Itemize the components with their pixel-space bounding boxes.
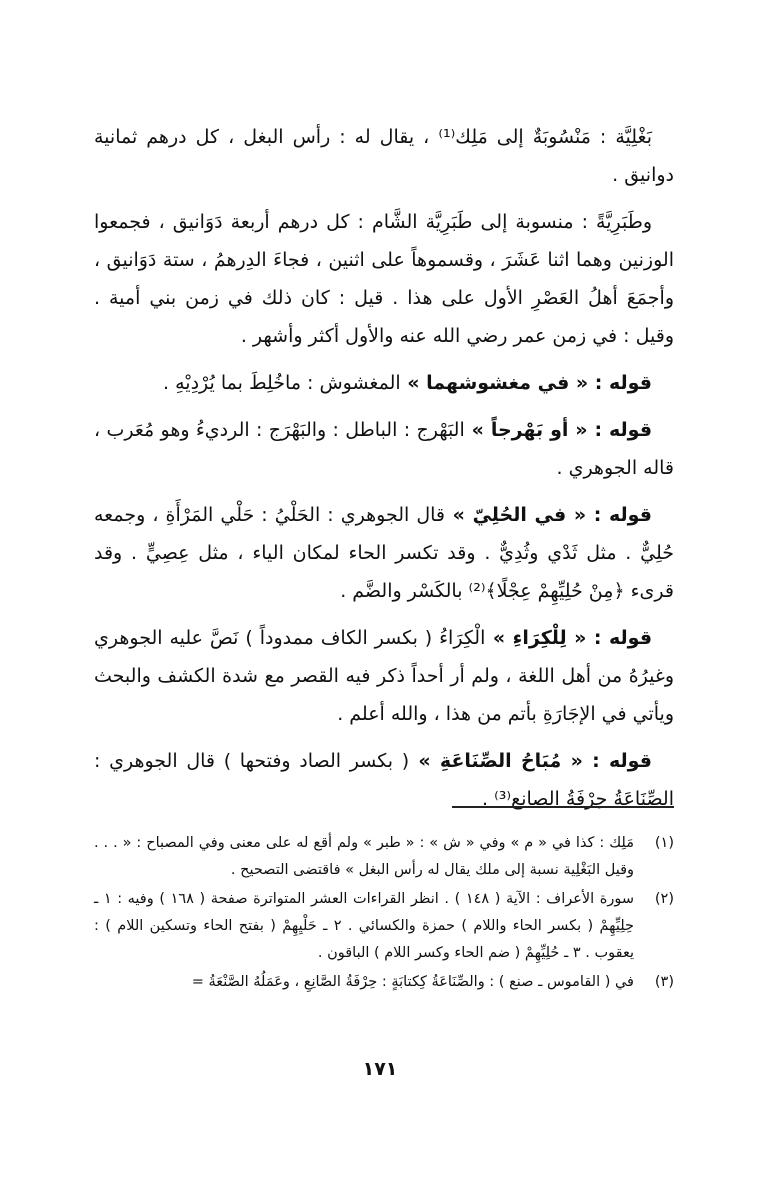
paragraph-text: الْكِرَاءُ ( بكسر الكاف ممدوداً ) نَصَّ عليه الجوهري وغيرُهُ من أهل اللغة ، ولم أر أحداً ذكر فيه القصر مع شدة الكشف والبحث ويأتي في الإجَارَةِ بأتم من هذا ، والله أعلم . bbox=[94, 627, 674, 725]
footnotes bbox=[94, 830, 674, 998]
paragraph-text: المغشوش : ماخُلِطَ بما يُرْدِيْهِ . bbox=[163, 372, 401, 394]
paragraph bbox=[94, 364, 674, 402]
paragraph-text: قال الجوهري : الحَلْيُ : حَلْي المَرْأَةِ ، وجمعه حُلِيٌّ . مثل ثَدْي وثُدِيٌّ . وقد تكسر الحاء لمكان الياء ، مثل عِصِيٍّ . وقد قرىء ﴿مِنْ حُلِيِّهِمْ عِجْلًا﴾⁽²⁾ بالكَسْر والضَّم . bbox=[94, 504, 674, 602]
footnote-divider bbox=[452, 806, 674, 808]
paragraph-lead: قوله : « مُبَاحُ الصِّنَاعَةِ » bbox=[409, 750, 652, 772]
footnote-number: (٣) bbox=[654, 974, 674, 990]
paragraph bbox=[94, 203, 674, 355]
paragraph bbox=[94, 411, 674, 487]
footnote bbox=[94, 830, 674, 884]
footnote bbox=[94, 969, 674, 996]
paragraph-text: البَهْرج : الباطل : والبَهْرَج : الرديءُ وهو مُعَرب ، قاله الجوهري . bbox=[94, 419, 674, 479]
paragraph-text: ( بكسر الصاد وفتحها ) قال الجوهري : الصِّنَاعَةُ حِرْفَةُ الصانع⁽³⁾ . bbox=[94, 750, 674, 810]
paragraph bbox=[94, 118, 674, 194]
footnote bbox=[94, 886, 674, 967]
paragraph bbox=[94, 619, 674, 733]
footnote-text: في ( القاموس ـ صنع ) : والصِّنَاعَةُ كِكتابَةٍ : حِرْفَةُ الصَّانِعِ ، وعَمَلُهُ الصَّنْعَةُ = bbox=[191, 974, 634, 990]
paragraph-text: بَغْلِيَّة : مَنْسُوبَةٌ إلى مَلِك⁽¹⁾ ، يقال له : رأس البغل ، كل درهم ثمانية دوانيق . bbox=[94, 126, 674, 186]
footnote-number: (٢) bbox=[654, 891, 674, 907]
footnote-number: (١) bbox=[654, 835, 674, 851]
paragraph-lead: قوله : « في مغشوشهما » bbox=[400, 372, 652, 394]
page-number: ١٧١ bbox=[362, 1058, 398, 1080]
paragraph-text: وطَبَرِيَّةً : منسوبة إلى طَبَرِيَّة الشَّام : كل درهم أربعة دَوَانيق ، فجمعوا الوزنين وهما اثنا عَشَرَ ، وقسموهاً على اثنين ، فجاءَ الدِرهمُ ، ستة دَوَانيق ، وأجمَعَ أهلُ العَصْرِ الأول على هذا . قيل : كان ذلك في زمن بني أمية . وقيل : في زمن عمر رضي الله عنه والأول أكثر وأشهر . bbox=[94, 211, 674, 347]
paragraph bbox=[94, 496, 674, 610]
paragraph-lead: قوله : « أو بَهْرجاً » bbox=[464, 419, 653, 441]
main-text bbox=[94, 118, 674, 827]
footnote-text: سورة الأعراف : الآية ( ١٤٨ ) . انظر القراءات العشر المتواترة صفحة ( ١٦٨ ) وفيه : ١ ـ حِلِيِّهِمْ ( بكسر الحاء واللام ) حمزة والكسائي . ٢ ـ حَلْيِهِمْ ( بفتح الحاء وتسكين اللام ) : يعقوب . ٣ ـ حُلِيِّهِمْ ( ضم الحاء وكسر اللام ) الباقون . bbox=[94, 891, 634, 961]
paragraph-lead: قوله : « لِلْكِرَاءِ » bbox=[485, 627, 653, 649]
paragraph-lead: قوله : « في الحُلِيّ » bbox=[445, 504, 652, 526]
footnote-text: مَلِك : كذا في « م » وفي « ش » : « طبر » ولم أقع له على معنى وفي المصباح : « . . . وقيل البَغْلِية نسبة إلى ملك يقال له رأس البغل » فاقتضى التصحيح . bbox=[94, 835, 634, 878]
